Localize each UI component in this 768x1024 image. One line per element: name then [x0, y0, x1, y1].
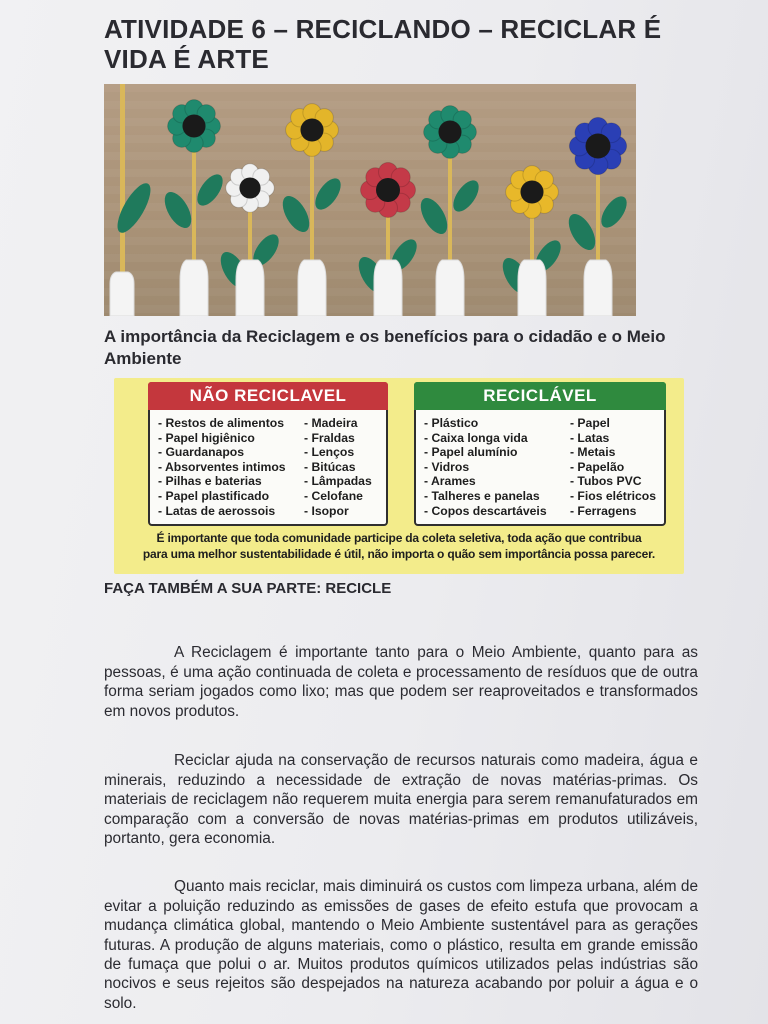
plastic-bottle: [436, 260, 464, 316]
recyclable-panel: [414, 382, 666, 526]
plastic-bottle: [110, 272, 134, 316]
not-recyclable-panel: [148, 382, 388, 526]
list-item: - Papel plastificado: [158, 488, 270, 503]
list-item: - Caixa longa vida: [424, 430, 528, 445]
recycling-note: [114, 530, 684, 562]
flower-center: [520, 180, 543, 203]
list-item: - Ferragens: [569, 503, 637, 518]
recyclable-list-a: [424, 416, 570, 518]
list-item: - Isopor: [304, 503, 349, 518]
paragraph-2: Reciclar ajuda na conservação de recursos naturais como madeira, água e minerais, reduzindo a necessidade de extração de novas matérias-primas. Os materiais de reciclagem não requerem muita energia para serem remanufaturados em comparação com a conversão de novas matérias-primas em produtos utilizáveis, portanto, gera economia.: [104, 752, 698, 848]
call-to-action-heading: FAÇA TAMBÉM A SUA PARTE: RECICLE: [104, 580, 392, 597]
list-item: - Papelão: [569, 459, 625, 474]
flower-center: [182, 114, 205, 137]
list-item: - Papel higiênico: [158, 430, 255, 445]
list-item: - Lenços: [304, 445, 355, 460]
background-texture: [104, 152, 636, 160]
not-recyclable-list-b: [304, 416, 372, 518]
plastic-bottle: [518, 260, 546, 316]
flower-center: [376, 178, 400, 202]
leaf: [563, 210, 600, 255]
plastic-bottle: [180, 260, 208, 316]
paragraph-1: A Reciclagem é importante tanto para o Meio Ambiente, quanto para as pessoas, é uma ação continuada de coleta e processamento de resíduos que de outra forma seriam jogados como lixo; mas que podem ser reaproveitados e transformados em novos produtos.: [104, 644, 698, 720]
list-item: - Latas de aerossois: [158, 503, 276, 518]
recycling-note-line-2: para uma melhor sustentabilidade é útil, não importa o quão sem importância possa parecer.: [142, 547, 656, 561]
list-item: - Bitúcas: [304, 459, 356, 474]
list-item: - Fios elétricos: [569, 488, 656, 503]
skewer: [120, 84, 125, 284]
not-recyclable-heading: NÃO RECICLAVEL: [148, 382, 388, 410]
list-item: - Latas: [569, 430, 610, 445]
list-item: - Tubos PVC: [569, 474, 642, 489]
recyclable-heading: RECICLÁVEL: [414, 382, 666, 410]
list-item: - Madeira: [304, 416, 358, 430]
list-item: - Vidros: [424, 459, 470, 474]
list-item: - Restos de alimentos: [158, 416, 284, 430]
list-item: - Celofane: [304, 488, 363, 503]
plastic-bottle: [236, 260, 264, 316]
leaf: [277, 192, 314, 237]
leaf: [415, 194, 452, 239]
plastic-bottle: [584, 260, 612, 316]
plastic-bottle: [374, 260, 402, 316]
list-item: - Copos descartáveis: [424, 503, 547, 518]
list-item: - Metais: [569, 445, 616, 460]
plastic-bottle: [298, 260, 326, 316]
flower-center: [239, 177, 260, 198]
list-item: - Absorventes intimos: [158, 459, 286, 474]
section-subtitle: A importância da Reciclagem e os benefícios para o cidadão e o Meio Ambiente: [104, 327, 666, 368]
list-item: - Lâmpadas: [304, 474, 372, 489]
background-texture: [104, 84, 636, 92]
recyclable-list-b: [570, 416, 656, 518]
list-item: - Guardanapos: [158, 445, 245, 460]
flower-center: [586, 134, 611, 159]
list-item: - Pilhas e baterias: [158, 474, 262, 489]
list-item: - Plástico: [424, 416, 479, 430]
list-item: - Papel alumínio: [424, 445, 518, 460]
list-item: - Papel: [569, 416, 610, 430]
not-recyclable-list-a: [158, 416, 304, 518]
paragraph-3: Quanto mais reciclar, mais diminuirá os custos com limpeza urbana, além de evitar a poluição reduzindo as emissões de gases de efeito estufa que provocam a mudança climática global, mantendo o Meio Ambiente sustentável para as gerações futuras. A produção de alguns materiais, como o plástico, resulta em grande emissão de fumaça que polui o ar. Muitos produtos químicos utilizados pelas indústrias são nocivos e seus rejeitos são despejados na natureza acabando por poluir a água e o solo.: [104, 878, 698, 1012]
list-item: - Talheres e panelas: [424, 488, 540, 503]
recycling-infographic: [114, 378, 684, 574]
recycling-note-line-1: É importante que toda comunidade participe da coleta seletiva, toda ação que contribua: [156, 531, 642, 545]
flowers-illustration: [104, 84, 636, 316]
flower-center: [438, 120, 461, 143]
bottle-cap-flowers-image: [104, 84, 636, 316]
flower-center: [300, 118, 323, 141]
page-title: ATIVIDADE 6 – RECICLANDO – RECICLAR É VIDA É ARTE: [104, 14, 662, 74]
list-item: - Arames: [424, 474, 476, 489]
list-item: - Fraldas: [304, 430, 355, 445]
